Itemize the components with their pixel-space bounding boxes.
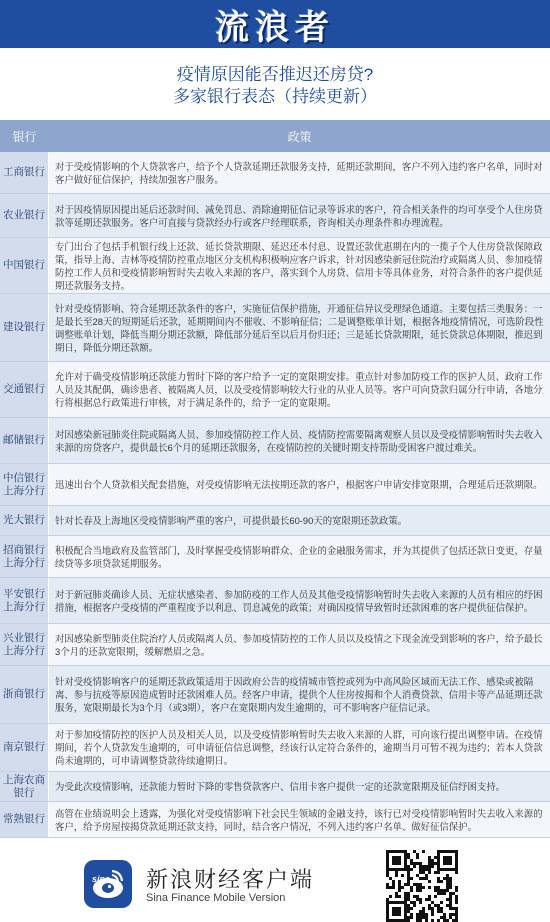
header-bank: 银行 bbox=[12, 129, 37, 144]
qr-code bbox=[386, 850, 458, 922]
policy-cell: 对因感染新型肺炎住院治疗人员或隔离人员、参加疫情防控的工作人员以及疫情之下现金流受到影响的客户，给予最长3个月的还款宽限期，缓解燃眉之急。 bbox=[49, 624, 550, 665]
bank-cell: 招商银行上海分行 bbox=[0, 536, 49, 577]
bank-cell: 光大银行 bbox=[0, 506, 49, 535]
table-row bbox=[0, 802, 550, 838]
banner-title: 流浪者 bbox=[215, 7, 335, 48]
bank-cell: 邮储银行 bbox=[0, 418, 49, 463]
policy-cell: 专门出台了包括手机银行线上还款、延长贷款期限、延迟还本付息、设置还款优惠期在内的一揽子个人住房贷款保障政策，指导上海、吉林等疫情防控重点地区分支机构积极响应客户诉求，针对因感染新冠住院治疗或隔离人员、参加疫情防控工作人员和受疫情影响暂时失去收入来源的客户，落实到个人房贷、信用卡等具体业务，对符合条件的客户提供延期还款服务支持。 bbox=[49, 238, 550, 293]
brand-name-en: Sina Finance Mobile Version bbox=[146, 892, 286, 904]
bank-cell: 平安银行上海分行 bbox=[0, 578, 49, 623]
table-row bbox=[0, 536, 550, 578]
policy-cell: 迅速出台个人贷款相关配套措施，对受疫情影响无法按期还款的客户，根据客户申请安排宽限期，合理延后还款期限。 bbox=[49, 464, 550, 505]
bank-cell: 交通银行 bbox=[0, 362, 49, 417]
bank-cell: 南京银行 bbox=[0, 724, 49, 771]
table-row bbox=[0, 666, 550, 724]
bank-cell: 兴业银行上海分行 bbox=[0, 624, 49, 665]
table-row bbox=[0, 772, 550, 802]
table-row bbox=[0, 624, 550, 666]
policy-cell: 针对长春及上海地区受疫情影响严重的客户，可提供最长60-90天的宽限期还款政策。 bbox=[49, 506, 550, 535]
policy-cell: 积极配合当地政府及监管部门，及时掌握受疫情影响群众、企业的金融服务需求，并为其提供了包括还款日变更、存量续贷等多项贷款延期服务。 bbox=[49, 536, 550, 577]
headline-line2: 多家银行表态（持续更新） bbox=[173, 87, 377, 106]
sina-eye-icon bbox=[84, 860, 132, 908]
bank-cell: 浙商银行 bbox=[0, 666, 49, 723]
policy-cell: 对于受疫情影响的个人贷款客户，给予个人贷款延期还款服务支持，延期还款期间，客户不列入违约客户名单，同时对客户做好征信保护，持续加强客户服务。 bbox=[49, 152, 550, 193]
policy-table bbox=[0, 120, 550, 838]
policy-cell: 针对受疫情影响客户的延期还款政策适用于因政府公告的疫情城市管控或列为中高风险区域而无法工作、感染或被隔离、参与抗疫等原因造成暂时还款困难人员。经客户申请，提供个人住房按揭和个人消费贷款、信用卡等产品延期还款服务，宽限期最长为3个月（或3期），客户在宽限期内发生逾期的，可不影响客户征信记录。 bbox=[49, 666, 550, 723]
policy-cell: 对于因疫情原因提出延后还款时间、减免罚息、消除逾期征信记录等诉求的客户，符合相关条件的均可享受个人住房贷款等延期还款服务。客户可直接与贷款经办行或客户经理联系，咨询相关办理条件和办理流程。 bbox=[49, 194, 550, 237]
policy-cell: 高管在业绩说明会上透露，为强化对受疫情影响下社会民生领域的金融支持，该行已对受疫情影响暂时失去收入来源的客户，给予房屋按揭贷款延期还款支持，同时，结合客户情况，不列入违约客户名单、做好征信保护。 bbox=[49, 802, 550, 837]
policy-cell: 对于参加疫情防控的医护人员及相关人员，以及受疫情影响暂时失去收入来源的人群，可向该行提出调整申请。在疫情期间，若个人贷款发生逾期的，可申请征信信息调整，经该行认定符合条件的，逾期当月可暂不视为违约；若本人贷款尚未逾期的，可申请调整贷款待续逾期日。 bbox=[49, 724, 550, 771]
bank-cell: 建设银行 bbox=[0, 294, 49, 361]
policy-cell: 针对受疫情影响、符合延期还款条件的客户，实施征信保护措施，开通征信异议受理绿色通道。主要包括三类服务：一是最长至28天的短期延后还款，延期期间内不催收、不影响征信；二是调整账单计划，根据各地疫情情况，可选阶段性调整账单计划，降低当期分期还款额，降低部分延后至以后月份归还；三是延长贷款期限，延长贷款总体期限，推迟到期日，降低分期还款额。 bbox=[49, 294, 550, 361]
policy-cell: 对于新冠肺炎确诊人员、无症状感染者、参加防疫的工作人员及其他受疫情影响暂时失去收入来源的人员有相应的纾困措施，根据客户受疫情的严重程度予以利息、罚息减免的政策；对确因疫情导致暂时还款困难的客户提供征信保护。 bbox=[49, 578, 550, 623]
table-row bbox=[0, 294, 550, 362]
table-row bbox=[0, 578, 550, 624]
table-row bbox=[0, 362, 550, 418]
bank-cell: 中国银行 bbox=[0, 238, 49, 293]
bank-cell: 工商银行 bbox=[0, 152, 49, 193]
table-row bbox=[0, 464, 550, 506]
brand-name-cn: 新浪财经客户端 bbox=[146, 867, 315, 892]
headline-line1: 疫情原因能否推迟还房贷? bbox=[176, 65, 374, 84]
policy-cell: 对因感染新冠肺炎住院或隔离人员、参加疫情防控工作人员、疫情防控需要隔离观察人员以及受疫情影响暂时失去收入来源的房贷客户，提供最长6个月的延期还款服务，在疫情防控的关键时期支持帮助受困客户渡过难关。 bbox=[49, 418, 550, 463]
logo-text: sina bbox=[92, 874, 111, 884]
header-policy: 政策 bbox=[287, 129, 312, 144]
policy-cell: 为受此次疫情影响，还款能力暂时下降的零售贷款客户、信用卡客户提供一定的还款宽限期及征信纾困支持。 bbox=[49, 772, 550, 801]
table-header bbox=[0, 120, 550, 152]
top-banner bbox=[0, 0, 550, 48]
bank-cell: 农业银行 bbox=[0, 194, 49, 237]
bank-cell: 中信银行上海分行 bbox=[0, 464, 49, 505]
table-row bbox=[0, 194, 550, 238]
policy-cell: 允许对于确受疫情影响还款能力暂时下降的客户给予一定的宽限期安排。重点针对参加防疫工作的医护人员、政府工作人员及其配偶，确诊患者、被隔离人员，以及受疫情影响较大行业的从业人员等。客户可向贷款归属分行申请，各地分行将根据总行政策进行审核，对于满足条件的，给予一定的宽限期。 bbox=[49, 362, 550, 417]
table-row bbox=[0, 724, 550, 772]
table-row bbox=[0, 506, 550, 536]
table-row bbox=[0, 238, 550, 294]
bank-cell: 上海农商银行 bbox=[0, 772, 49, 801]
table-body bbox=[0, 152, 550, 838]
footer bbox=[0, 850, 550, 922]
headline bbox=[0, 64, 550, 108]
table-row bbox=[0, 418, 550, 464]
bank-cell: 常熟银行 bbox=[0, 802, 49, 837]
table-row bbox=[0, 152, 550, 194]
